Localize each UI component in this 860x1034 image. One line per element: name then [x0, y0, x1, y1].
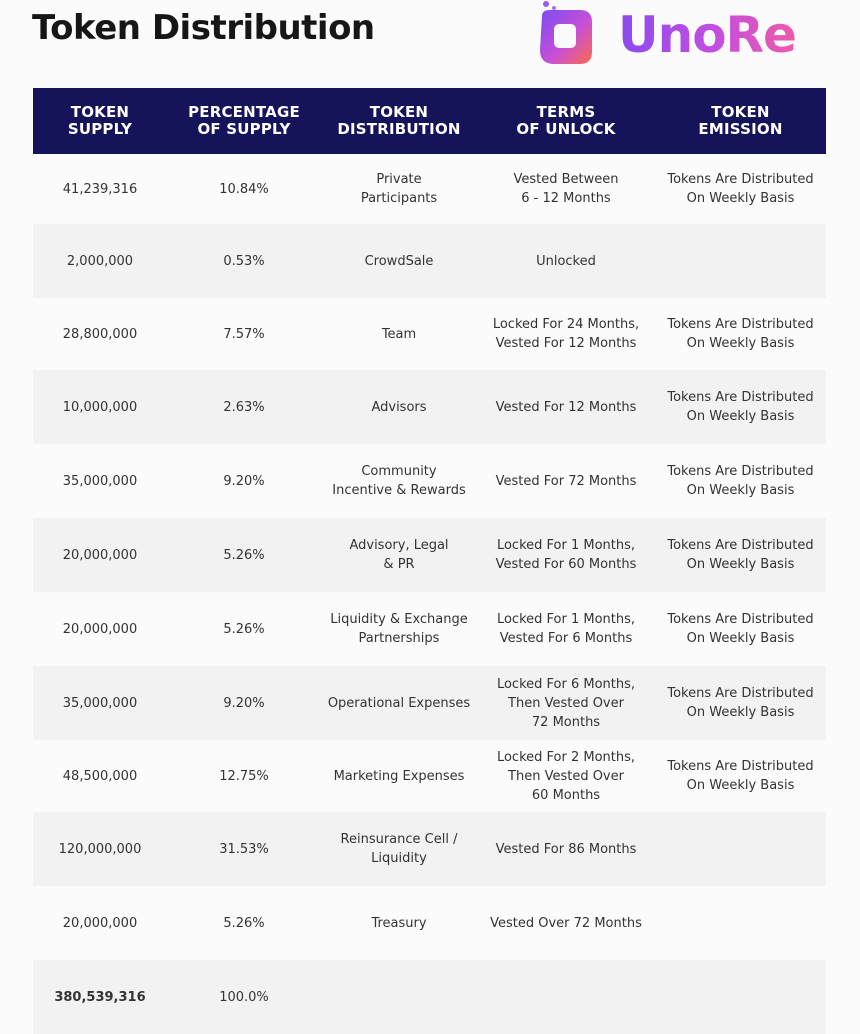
token-distribution-table — [33, 88, 826, 1034]
page-title: Token Distribution — [32, 8, 375, 48]
cell-emission: Tokens Are Distributed On Weekly Basis — [667, 172, 814, 206]
cell-supply: 35,000,000 — [62, 473, 138, 489]
header-emission: TOKEN EMISSION — [698, 103, 783, 138]
total-row — [33, 960, 826, 1034]
brand-logo — [532, 0, 832, 72]
header-percentage: PERCENTAGE OF SUPPLY — [188, 103, 300, 138]
cell-distribution: Private Participants — [360, 172, 438, 206]
cell-distribution: Advisors — [371, 399, 427, 415]
cell-distribution: CrowdSale — [364, 253, 434, 269]
cell-supply: 10,000,000 — [62, 399, 138, 415]
table-row — [33, 444, 826, 518]
cell-unlock: Locked For 1 Months, Vested For 60 Months — [495, 538, 637, 572]
cell-percentage: 10.84% — [219, 181, 269, 197]
cell-emission: Tokens Are Distributed On Weekly Basis — [667, 464, 814, 498]
cell-supply: 20,000,000 — [62, 547, 138, 563]
cell-unlock: Locked For 2 Months, Then Vested Over 60 Months — [496, 749, 636, 803]
cell-unlock: Unlocked — [536, 253, 596, 269]
cell-percentage: 5.26% — [223, 547, 265, 563]
header-unlock: TERMS OF UNLOCK — [516, 103, 616, 138]
cell-percentage: 9.20% — [223, 695, 265, 711]
cell-unlock: Vested For 12 Months — [495, 399, 637, 415]
cell-total-percentage: 100.0% — [219, 989, 269, 1005]
cell-supply: 48,500,000 — [62, 768, 138, 784]
cell-percentage: 12.75% — [219, 768, 269, 784]
cell-supply: 20,000,000 — [62, 915, 138, 931]
unore-logo-icon — [532, 0, 598, 70]
table-row — [33, 812, 826, 886]
header-token-supply: TOKEN SUPPLY — [67, 103, 133, 138]
table-row — [33, 518, 826, 592]
cell-distribution: Advisory, Legal & PR — [349, 538, 449, 572]
cell-supply: 20,000,000 — [62, 621, 138, 637]
cell-emission: Tokens Are Distributed On Weekly Basis — [667, 686, 814, 720]
cell-supply: 120,000,000 — [58, 841, 142, 857]
cell-percentage: 31.53% — [219, 841, 269, 857]
cell-emission: Tokens Are Distributed On Weekly Basis — [667, 538, 814, 572]
table-row — [33, 154, 826, 224]
cell-unlock: Vested For 86 Months — [495, 841, 637, 857]
cell-distribution: Operational Expenses — [327, 695, 471, 711]
cell-percentage: 5.26% — [223, 915, 265, 931]
cell-emission: Tokens Are Distributed On Weekly Basis — [667, 612, 814, 646]
cell-percentage: 2.63% — [223, 399, 265, 415]
table-row — [33, 592, 826, 666]
table-row — [33, 666, 826, 740]
cell-supply: 35,000,000 — [62, 695, 138, 711]
cell-supply: 28,800,000 — [62, 326, 138, 342]
cell-unlock: Vested For 72 Months — [495, 473, 637, 489]
cell-total-supply: 380,539,316 — [54, 989, 146, 1005]
cell-supply: 2,000,000 — [66, 253, 134, 269]
cell-percentage: 7.57% — [223, 326, 265, 342]
cell-unlock: Locked For 6 Months, Then Vested Over 72 Months — [496, 676, 636, 730]
cell-distribution: Treasury — [371, 915, 427, 931]
cell-emission: Tokens Are Distributed On Weekly Basis — [667, 317, 814, 351]
table-row — [33, 298, 826, 370]
cell-percentage: 0.53% — [223, 253, 265, 269]
table-header — [33, 88, 826, 154]
table-row — [33, 740, 826, 812]
cell-supply: 41,239,316 — [62, 181, 138, 197]
table-row — [33, 370, 826, 444]
table-row — [33, 886, 826, 960]
cell-percentage: 9.20% — [223, 473, 265, 489]
cell-distribution: Community Incentive & Rewards — [332, 464, 466, 498]
cell-unlock: Vested Between 6 - 12 Months — [513, 172, 619, 206]
cell-unlock: Locked For 24 Months, Vested For 12 Months — [492, 317, 640, 351]
cell-emission: Tokens Are Distributed On Weekly Basis — [667, 390, 814, 424]
cell-distribution: Marketing Expenses — [333, 768, 465, 784]
cell-unlock: Locked For 1 Months, Vested For 6 Months — [496, 612, 636, 646]
brand-name: UnoRe — [618, 6, 796, 64]
header-distribution: TOKEN DISTRIBUTION — [337, 103, 461, 138]
table-row — [33, 224, 826, 298]
cell-distribution: Liquidity & Exchange Partnerships — [330, 612, 468, 646]
cell-emission: Tokens Are Distributed On Weekly Basis — [667, 759, 814, 793]
cell-distribution: Reinsurance Cell / Liquidity — [340, 832, 458, 866]
cell-distribution: Team — [381, 326, 417, 342]
cell-percentage: 5.26% — [223, 621, 265, 637]
cell-unlock: Vested Over 72 Months — [490, 915, 642, 931]
